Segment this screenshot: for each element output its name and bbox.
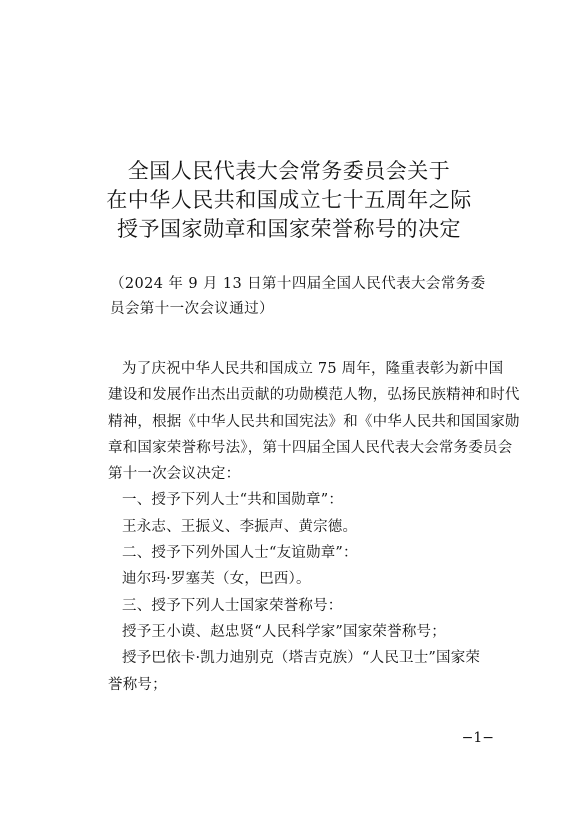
body-line-1: 为了庆祝中华人民共和国成立 75 周年，隆重表彰为新中国 [122,361,504,377]
honoree-list-4-cont: 誉称号； [108,676,167,693]
honoree-list-1: 王永志、王振义、李振声、黄宗德。 [122,518,358,535]
section-heading-3: 三、授予下列人士国家荣誉称号： [122,597,343,614]
section-heading-1: 一、授予下列人士“共和国勋章”： [122,492,344,509]
body-line-4: 章和国家荣誉称号法》，第十四届全国人民代表大会常务委员会 [108,439,513,456]
section-heading-2: 二、授予下列外国人士“友谊勋章”： [122,545,358,562]
body-line-5: 第十一次会议决定： [108,466,241,483]
body-line-3: 精神，根据《中华人民共和国宪法》和《中华人民共和国国家勋 [108,413,520,430]
decision-body [108,356,520,698]
document-title [60,157,518,244]
title-line-3: 授予国家勋章和国家荣誉称号的决定 [117,217,461,241]
page-number: −1− [461,730,494,746]
honoree-list-2: 迪尔玛·罗塞芙（女，巴西）。 [122,571,311,588]
honoree-list-4: 授予巴依卡·凯力迪别克（塔吉克族）“人民卫士”国家荣 [122,650,481,667]
adoption-note [110,272,486,322]
title-line-1: 全国人民代表大会常务委员会关于 [127,159,451,183]
honoree-list-3: 授予王小谟、赵忠贤“人民科学家”国家荣誉称号； [122,623,446,640]
adoption-note-line-1: （2024 年 9 月 13 日第十四届全国人民代表大会常务委 [110,276,486,292]
body-line-2: 建设和发展作出杰出贡献的功勋模范人物，弘扬民族精神和时代 [108,387,520,404]
adoption-note-line-2: 员会第十一次会议通过） [110,301,274,317]
title-line-2: 在中华人民共和国成立七十五周年之际 [106,188,472,212]
